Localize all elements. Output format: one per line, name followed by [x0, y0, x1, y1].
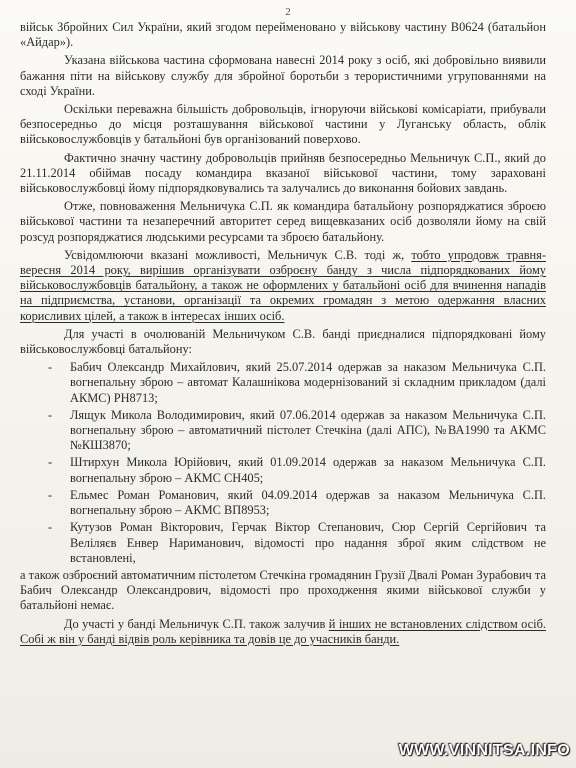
list-dash: -	[48, 407, 53, 422]
page-number: 2	[285, 6, 291, 18]
paragraph-1: військ Збройних Сил України, який згодом перейменовано у військову частину В0624 (батальйон «Айдар»).	[20, 20, 546, 50]
paragraph-9	[20, 617, 546, 647]
underlined-passage-2: й інших не встановлених слідством осіб. Собі ж він у банді відвів роль керівника та довів це до учасників банди.	[20, 616, 547, 646]
paragraph-8: а також озброєний автоматичним пістолетом Стечкіна громадянин Грузії Двалі Роман Зурабович та Бабич Олександр Олександрович, відомості про проходження якими військової служби у батальйоні немає.	[20, 567, 546, 613]
paragraph-6	[20, 248, 546, 324]
list-dash: -	[48, 455, 53, 470]
site-watermark: WWW.VINNITSA.INFO	[398, 742, 570, 759]
paragraph-5: Отже, повноваження Мельничука С.П. як командира батальйону розпоряджатися зброєю військової частини та незаперечний авторитет серед вищевказаних осіб дозволяли йому на свій розсуд розпоряджатися людськими ресурсами та зброєю батальйону.	[20, 199, 546, 244]
gang-members-list	[20, 360, 546, 566]
paragraph-6-start: Усвідомлюючи вказані можливості, Мельничук С.В. тоді ж,	[64, 247, 412, 262]
underlined-passage: тобто упродовж травня-вересня 2014 року, вирішив організувати озброєну банду з числа підпорядкованих йому військовослужбовців батальйону, а також не оформлених у батальйоні осіб для вчинення нападів на підприємства, установи, організації та окремих громадян з метою одержання власних корисливих цілей, а також в інтересах інших осіб.	[20, 247, 547, 323]
list-dash: -	[48, 360, 53, 375]
list-dash: -	[48, 520, 53, 535]
list-dash: -	[48, 487, 53, 502]
document-body	[20, 20, 546, 650]
paragraph-7: Для участі в очолюваній Мельничуком С.В. банді приєдналися підпорядковані йому військовослужбовці батальйону:	[20, 326, 546, 357]
paragraph-2: Указана військова частина сформована навесні 2014 року з осіб, які добровільно виявили бажання піти на військову службу для збройної боротьби з терористичними угрупованнями на сході України.	[20, 53, 546, 98]
list-item: - Штирхун Микола Юрійович, який 01.09.2014 одержав за наказом Мельничука С.П. вогнепальну зброю – АКМС СН405;	[48, 455, 546, 485]
paragraph-9-start: До участі у банді Мельничук С.П. також залучив	[64, 616, 329, 631]
list-item: - Бабич Олександр Михайлович, який 25.07.2014 одержав за наказом Мельничука С.П. вогнепальну зброю – автомат Калашнікова модернізований зі складним прикладом (далі АКМС) РН8713;	[48, 360, 546, 405]
paragraph-4: Фактично значну частину добровольців прийняв безпосередньо Мельничук С.П., який до 21.11.2014 обіймав посаду командира вказаної військової частини, тому зараховані військовослужбовці йому підпорядковувались та залучались до виконання бойових завдань.	[20, 150, 546, 196]
list-item: - Ельмес Роман Романович, який 04.09.2014 одержав за наказом Мельничука С.П. вогнепальну зброю – АКМС ВП8953;	[48, 487, 546, 518]
list-item: - Лящук Микола Володимирович, який 07.06.2014 одержав за наказом Мельничука С.П. вогнепальну зброю – автоматичний пістолет Стечкіна (далі АПС), №ВА1990 та АКМС №КШ3870;	[48, 407, 546, 453]
list-item: - Кутузов Роман Вікторович, Герчак Віктор Степанович, Сюр Сергій Сергійович та Веліляєв Енвер Нариманович, відомості про надання зброї яким слідством не встановлені,	[48, 520, 546, 565]
paragraph-3: Оскільки переважна більшість добровольців, ігноруючи військові комісаріати, прибували безпосередньо до місця розташування військової частини у Луганську область, облік військовослужбовців у батальйоні був організований поверхово.	[20, 102, 546, 147]
